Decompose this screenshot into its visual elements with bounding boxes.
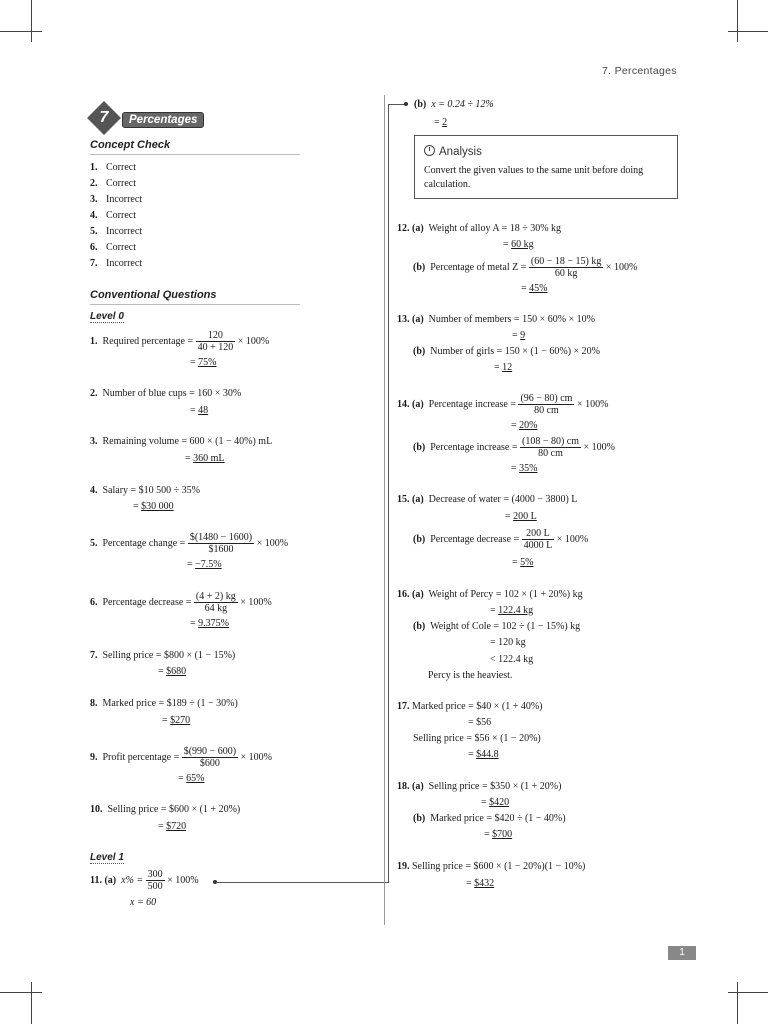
question-9 (90, 746, 272, 769)
step-11a (130, 897, 156, 908)
answer-2: = 48 (190, 405, 209, 416)
equation-lhs: Percentage of metal Z = (430, 261, 527, 273)
numerator: (108 − 80) cm (522, 436, 580, 447)
question-16b (413, 621, 580, 632)
fraction (529, 256, 603, 279)
item-answer: Correct (106, 210, 136, 221)
question-number: 7. (90, 650, 98, 661)
part-label: (b) (413, 261, 426, 273)
part-label: (a) (412, 781, 424, 792)
crop-mark (737, 0, 738, 42)
answer-value: $720 (166, 821, 187, 832)
denominator: 64 kg (204, 603, 228, 614)
answer-value: 45% (529, 283, 548, 294)
item-number: 7. (90, 258, 98, 269)
equation: Marked price = $189 ÷ (1 − 30%) (102, 698, 238, 709)
question-14b (413, 436, 615, 459)
equation-lhs: Percentage decrease = (102, 596, 192, 608)
part-label: (a) (412, 494, 424, 505)
item-number: 5. (90, 226, 98, 237)
equation: Number of blue cups = 160 × 30% (102, 388, 242, 399)
fraction (188, 532, 254, 555)
connector-line (216, 882, 388, 883)
equation-tail: × 100% (576, 398, 609, 410)
question-number: 4. (90, 485, 98, 496)
fraction (182, 746, 238, 769)
concept-check-item (90, 258, 142, 269)
answer-1: = 75% (190, 357, 217, 368)
question-4 (90, 485, 200, 496)
question-16a (397, 589, 583, 600)
answer-7: = $680 (158, 666, 187, 677)
crop-mark (31, 982, 32, 1024)
question-8 (90, 698, 238, 709)
conventional-questions-heading: Conventional Questions (90, 289, 217, 301)
item-answer: Correct (106, 178, 136, 189)
question-number: 12. (397, 223, 410, 234)
answer-8: = $270 (162, 715, 191, 726)
equation: Marked price = $420 ÷ (1 − 40%) (430, 813, 566, 824)
answer-12a: = 60 kg (503, 239, 534, 250)
answer-12b: = 45% (521, 283, 548, 294)
answer-value: $270 (170, 715, 191, 726)
equation-lhs: x% = (121, 874, 144, 886)
concept-check-item (90, 226, 142, 237)
connector-line (388, 104, 389, 883)
crop-mark (728, 992, 768, 993)
part-label: (b) (414, 99, 427, 110)
numerator: (96 − 80) cm (520, 393, 573, 404)
equation-lhs: Percentage increase = (430, 441, 518, 453)
equation: Marked price = $40 × (1 + 40%) (412, 701, 543, 712)
answer-value: 48 (198, 405, 209, 416)
answer-15b: = 5% (512, 557, 534, 568)
question-15a (397, 494, 577, 505)
equation: Remaining volume = 600 × (1 − 40%) mL (102, 436, 273, 447)
connector-dot (404, 102, 408, 106)
equation-tail: × 100% (256, 537, 289, 549)
answer-16a: = 122.4 kg (490, 605, 534, 616)
question-number: 9. (90, 751, 98, 763)
chapter-number: 7 (99, 109, 109, 126)
analysis-title (424, 145, 482, 158)
answer-4: = $30 000 (133, 501, 174, 512)
answer-3: = 360 mL (185, 453, 225, 464)
answer-19: = $432 (466, 878, 495, 889)
clock-icon (424, 145, 435, 156)
equation: Weight of Cole = 102 ÷ (1 − 15%) kg (430, 621, 581, 632)
part-label: (a) (412, 589, 424, 600)
equation: Selling price = $600 × (1 − 20%)(1 − 10%) (412, 861, 586, 872)
question-2 (90, 388, 241, 399)
answer-value: 60 kg (511, 239, 534, 250)
answer-9: = 65% (178, 773, 205, 784)
running-header: 7. Percentages (602, 65, 677, 77)
part-label: (a) (412, 398, 424, 410)
equation-tail: × 100% (556, 533, 589, 545)
level-0-heading: Level 0 (90, 311, 124, 322)
numerator: 120 (196, 330, 236, 342)
denominator: 80 cm (538, 448, 563, 459)
answer-value: 9 (520, 330, 526, 341)
answer-value: 35% (519, 463, 538, 474)
answer-value: 65% (186, 773, 205, 784)
answer-value: 9.375% (198, 618, 229, 629)
answer-value: 20% (519, 420, 538, 431)
part-label: (b) (413, 346, 426, 357)
concept-check-item (90, 162, 136, 173)
question-number: 1. (90, 335, 98, 347)
answer-11b: = 2 (434, 117, 448, 128)
equation-lhs: Percentage decrease = (430, 533, 520, 545)
denominator: 40 + 120 (197, 342, 234, 353)
section-divider (90, 304, 300, 305)
answer-14a: = 20% (511, 420, 538, 431)
item-number: 6. (90, 242, 98, 253)
denominator: 4000 L (523, 540, 553, 551)
answer-6: = 9.375% (190, 618, 229, 629)
answer-value: 5% (520, 557, 534, 568)
crop-mark (0, 992, 42, 993)
denominator: 60 kg (554, 268, 578, 279)
answer-15a: = 200 L (505, 511, 537, 522)
equation: x = 0.24 ÷ 12% (431, 99, 494, 110)
question-number: 11. (90, 874, 102, 886)
question-15b (413, 528, 588, 551)
equation: Weight of Percy = 102 × (1 + 20%) kg (428, 589, 583, 600)
answer-value: 12 (502, 362, 513, 373)
answer-value: 122.4 kg (498, 605, 534, 616)
column-divider (384, 95, 385, 925)
equation-tail: × 100% (583, 441, 616, 453)
answer-17: = $44.8 (468, 749, 499, 760)
equation-lhs: Percentage change = (102, 537, 186, 549)
equation-tail: × 100% (605, 261, 638, 273)
question-number: 6. (90, 596, 98, 608)
question-18a (397, 781, 561, 792)
question-12b (413, 256, 637, 279)
question-number: 8. (90, 698, 98, 709)
answer-value: 200 L (513, 511, 537, 522)
analysis-title-text: Analysis (439, 146, 482, 158)
equation: Number of members = 150 × 60% × 10% (428, 314, 596, 325)
question-number: 16. (397, 589, 410, 600)
question-12a (397, 223, 561, 234)
question-11a (90, 869, 199, 892)
step-17: = $56 (468, 717, 492, 728)
equation: Selling price = $800 × (1 − 15%) (102, 650, 236, 661)
answer-value: $432 (474, 878, 495, 889)
question-5 (90, 532, 288, 555)
denominator: 80 cm (534, 405, 559, 416)
concept-check-item (90, 242, 136, 253)
equation: Salary = $10 500 ÷ 35% (102, 485, 201, 496)
numerator: (4 + 2) kg (195, 591, 236, 602)
answer-value: $700 (492, 829, 513, 840)
question-number: 15. (397, 494, 410, 505)
answer-value: $420 (489, 797, 510, 808)
numerator: 200 L (522, 528, 555, 540)
item-number: 1. (90, 162, 98, 173)
concept-check-item (90, 210, 136, 221)
answer-value: $680 (166, 666, 187, 677)
question-14a (397, 393, 608, 416)
item-answer: Correct (106, 162, 136, 173)
question-number: 13. (397, 314, 410, 325)
item-number: 3. (90, 194, 98, 205)
fraction (146, 869, 165, 892)
question-11b (414, 99, 494, 110)
fraction (520, 436, 581, 459)
answer-value: 2 (442, 117, 448, 128)
equation: Selling price = $600 × (1 + 20%) (107, 804, 241, 815)
question-number: 17. (397, 701, 410, 712)
question-1 (90, 330, 269, 353)
numerator: $(990 − 600) (183, 746, 237, 757)
item-answer: Incorrect (106, 194, 143, 205)
question-6 (90, 591, 272, 614)
question-17 (397, 701, 543, 712)
analysis-text: Convert the given values to the same unit before doing (424, 165, 644, 176)
analysis-text: calculation. (424, 179, 471, 190)
answer-value: $44.8 (476, 749, 499, 760)
question-number: 10. (90, 804, 103, 815)
section-divider (90, 154, 300, 155)
chapter-title: Percentages (122, 112, 204, 128)
answer-10: = $720 (158, 821, 187, 832)
equation-lhs: Percentage increase = (428, 398, 516, 410)
equation-tail: × 100% (240, 596, 272, 608)
crop-mark (31, 0, 32, 42)
answer-5: = −7.5% (187, 559, 222, 570)
numerator: 300 (147, 869, 163, 880)
equation-tail: × 100% (237, 335, 270, 347)
answer-value: $30 000 (141, 501, 174, 512)
concept-check-item (90, 194, 142, 205)
answer-value: 360 mL (193, 453, 225, 464)
denominator: $1600 (208, 544, 234, 555)
crop-mark (737, 982, 738, 1024)
item-number: 2. (90, 178, 98, 189)
concept-check-item (90, 178, 136, 189)
question-7 (90, 650, 235, 661)
numerator: (60 − 18 − 15) kg (530, 256, 602, 267)
answer-18a: = $420 (481, 797, 510, 808)
question-number: 18. (397, 781, 410, 792)
page-number: 1 (668, 946, 696, 960)
item-answer: Incorrect (106, 226, 143, 237)
equation-lhs: Profit percentage = (102, 751, 180, 763)
item-answer: Correct (106, 242, 136, 253)
fraction (194, 591, 238, 614)
fraction (196, 330, 236, 353)
level-1-heading: Level 1 (90, 852, 124, 863)
question-10 (90, 804, 240, 815)
part-label: (b) (413, 441, 426, 453)
numerator: $(1480 − 1600) (189, 532, 253, 543)
equation: Selling price = $350 × (1 + 20%) (428, 781, 562, 792)
question-19 (397, 861, 585, 872)
part-label: (a) (412, 223, 424, 234)
question-3 (90, 436, 272, 447)
equation-lhs: Required percentage = (102, 335, 194, 347)
part-label: (b) (413, 621, 426, 632)
question-number: 2. (90, 388, 98, 399)
equation-17-2: Selling price = $56 × (1 − 20%) (413, 733, 541, 744)
equation: Number of girls = 150 × (1 − 60%) × 20% (430, 346, 600, 357)
question-number: 5. (90, 537, 98, 549)
part-label: (a) (104, 874, 117, 886)
answer-14b: = 35% (511, 463, 538, 474)
fraction (522, 528, 555, 551)
question-number: 14. (397, 398, 410, 410)
question-number: 3. (90, 436, 98, 447)
equation: Weight of alloy A = 18 ÷ 30% kg (428, 223, 562, 234)
equation-tail: × 100% (167, 874, 199, 886)
conclusion-16: Percy is the heaviest. (428, 670, 513, 681)
part-label: (a) (412, 314, 424, 325)
denominator: $600 (199, 758, 220, 769)
question-number: 19. (397, 861, 410, 872)
part-label: (b) (413, 533, 426, 545)
item-number: 4. (90, 210, 98, 221)
answer-value: 75% (198, 357, 217, 368)
equation: Decrease of water = (4000 − 3800) L (428, 494, 578, 505)
step-16b-1: = 120 kg (490, 637, 526, 648)
item-answer: Incorrect (106, 258, 143, 269)
fraction (518, 393, 574, 416)
answer-13b: = 12 (494, 362, 513, 373)
part-label: (b) (413, 813, 426, 824)
step-16b-2: < 122.4 kg (490, 654, 534, 665)
answer-13a: = 9 (512, 330, 526, 341)
crop-mark (0, 31, 42, 32)
equation: x = 60 (130, 897, 157, 908)
denominator: 500 (147, 881, 163, 892)
question-13a (397, 314, 595, 325)
question-18b (413, 813, 566, 824)
answer-18b: = $700 (484, 829, 513, 840)
crop-mark (728, 31, 768, 32)
question-13b (413, 346, 600, 357)
equation-tail: × 100% (240, 751, 273, 763)
concept-check-heading: Concept Check (90, 139, 171, 151)
answer-value: −7.5% (195, 559, 222, 570)
